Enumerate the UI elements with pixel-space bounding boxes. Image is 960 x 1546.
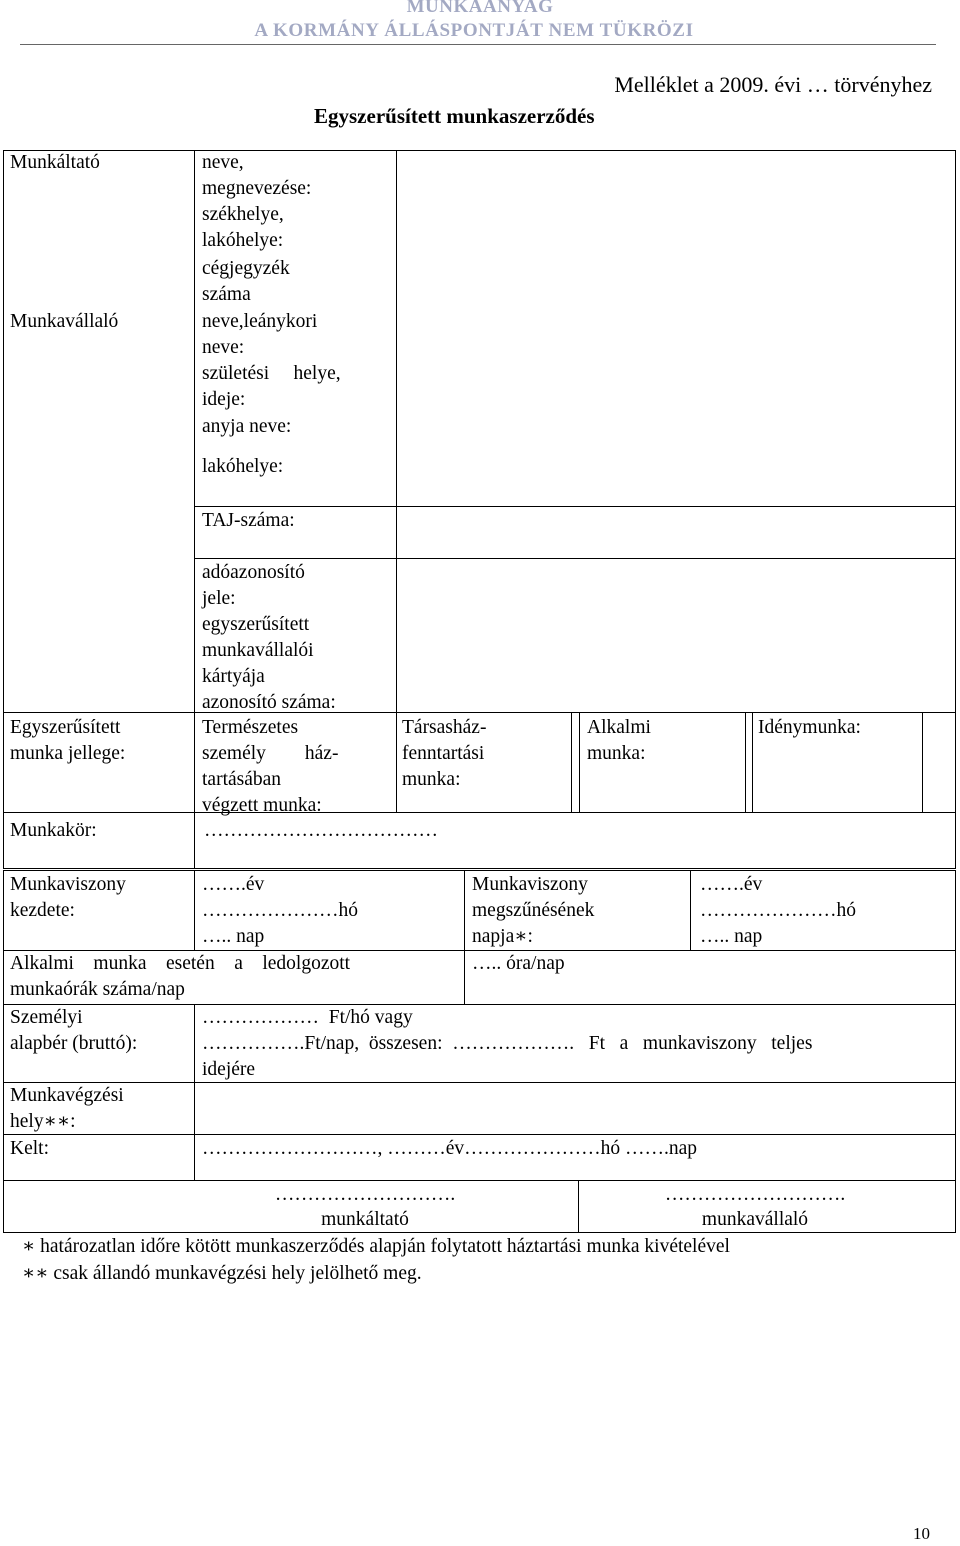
work-type-household: Természetes	[202, 717, 299, 738]
start-month: …………………hó	[202, 900, 358, 921]
start-day: ….. nap	[202, 926, 265, 947]
col-divider-casual	[579, 712, 580, 812]
employee-residence-label: lakóhelye:	[202, 456, 284, 477]
employer-signature-line: ……………………….	[274, 1184, 456, 1205]
page-number: 10	[913, 1524, 930, 1543]
employer-registry-label-2: száma	[202, 284, 251, 305]
employee-birth-label-2: ideje:	[202, 389, 246, 410]
row-divider-taj	[194, 506, 956, 507]
employee-taj-label: TAJ-száma:	[202, 510, 295, 531]
employee-signature-label: munkavállaló	[701, 1209, 809, 1230]
col-divider-casual-right	[745, 712, 746, 812]
work-type-household-2: személy ház-	[202, 743, 339, 764]
work-type-label: Egyszerűsített	[10, 717, 121, 738]
document-title: Egyszerűsített munkaszerződés	[314, 104, 595, 128]
employer-seat-label-2: lakóhelye:	[202, 230, 284, 251]
dated-value: ………………………, ………év…………………hó …….nap	[202, 1138, 698, 1159]
row-divider-job	[3, 812, 956, 813]
terms-border-right	[955, 870, 956, 1232]
col-divider-seasonal	[752, 712, 753, 812]
table-border-bottom	[3, 868, 956, 869]
terms-col-end	[464, 870, 465, 1004]
terms-divider-dated	[3, 1134, 956, 1135]
hours-label: Alkalmi munka esetén a ledolgozott	[10, 953, 351, 974]
col-divider-value	[396, 150, 397, 812]
end-year: …….év	[700, 874, 763, 895]
hours-label-2: munkaórák száma/nap	[10, 979, 185, 1000]
table-border-left	[3, 150, 4, 868]
start-label: Munkaviszony	[10, 874, 126, 895]
row-divider-work-type	[3, 712, 956, 713]
header-divider	[20, 44, 936, 45]
employee-mother-label: anyja neve:	[202, 416, 292, 437]
place-label-2: hely∗∗:	[10, 1111, 76, 1132]
work-type-household-3: tartásában	[202, 769, 282, 790]
employee-card-label-2: munkavállalói	[202, 640, 314, 661]
employee-name-label: neve,leánykori	[202, 311, 318, 332]
terms-col-start	[194, 870, 195, 950]
watermark-header-line2: A KORMÁNY ÁLLÁSPONTJÁT NEM TÜKRÖZI	[254, 20, 694, 41]
work-type-condo-2: fenntartási	[402, 743, 485, 764]
wage-line-1: ……………… Ft/hó vagy	[202, 1007, 413, 1028]
row-divider-tax	[194, 558, 956, 559]
terms-divider-place	[3, 1082, 956, 1083]
employee-card-label-3: kártyája	[202, 666, 265, 687]
terms-divider-wage	[3, 1004, 956, 1005]
place-label: Munkavégzési	[10, 1085, 124, 1106]
work-type-seasonal: Idénymunka:	[758, 717, 861, 738]
hours-value: ….. óra/nap	[472, 953, 565, 974]
employer-registry-label: cégjegyzék	[202, 258, 290, 279]
watermark-header-line1: MUNKAANYAG	[406, 0, 554, 17]
wage-label: Személyi	[10, 1007, 83, 1028]
employee-birth-label: születési helye,	[202, 363, 341, 384]
terms-border-left	[3, 870, 4, 1232]
end-label-2: megszűnésének	[472, 900, 595, 921]
dated-label: Kelt:	[10, 1138, 49, 1159]
employer-signature-label: munkáltató	[321, 1209, 409, 1230]
work-type-label-2: munka jellege:	[10, 743, 126, 764]
end-day: ….. nap	[700, 926, 763, 947]
employer-name-label-2: megnevezése:	[202, 178, 312, 199]
employer-seat-label: székhelye,	[202, 204, 284, 225]
job-label: Munkakör:	[10, 820, 97, 841]
employee-tax-label-2: jele:	[202, 588, 236, 609]
end-label-3: napja∗:	[472, 926, 533, 947]
work-type-casual: Alkalmi	[587, 717, 651, 738]
work-type-condo: Társasház-	[402, 717, 487, 738]
footnote-2: ∗∗ csak állandó munkavégzési hely jelölhető meg.	[22, 1263, 422, 1284]
employer-name-label: neve,	[202, 152, 244, 173]
col-divider-condo	[571, 712, 572, 812]
col-divider-seasonal-right	[922, 712, 923, 812]
col-divider-label	[194, 150, 195, 868]
wage-line-2: …………….Ft/nap, összesen: ………………. Ft a munkaviszony teljes	[202, 1033, 813, 1054]
employee-label: Munkavállaló	[10, 311, 119, 332]
table-border-right	[955, 150, 956, 868]
table-border-top	[3, 150, 956, 151]
work-type-household-4: végzett munka:	[202, 795, 322, 816]
employee-card-label: egyszerűsített	[202, 614, 310, 635]
terms-col-label	[194, 1004, 195, 1180]
start-year: …….év	[202, 874, 265, 895]
start-label-2: kezdete:	[10, 900, 75, 921]
employee-signature-line: ……………………….	[664, 1184, 846, 1205]
job-value: ………………………………	[204, 820, 438, 841]
terms-col-end-value	[690, 870, 691, 950]
employer-label: Munkáltató	[10, 152, 100, 173]
work-type-condo-3: munka:	[402, 769, 461, 790]
end-label: Munkaviszony	[472, 874, 588, 895]
employee-name-label-2: neve:	[202, 337, 245, 358]
terms-divider-signatures	[3, 1180, 956, 1181]
employee-tax-label: adóazonosító	[202, 562, 305, 583]
end-month: …………………hó	[700, 900, 856, 921]
wage-label-2: alapbér (bruttó):	[10, 1033, 138, 1054]
employee-card-label-4: azonosító száma:	[202, 692, 336, 713]
wage-line-3: idejére	[202, 1059, 256, 1080]
terms-border-top	[3, 870, 956, 871]
footnote-1: ∗ határozatlan időre kötött munkaszerződés alapján folytatott háztartási munka kivételével	[22, 1236, 730, 1257]
annex-reference: Melléklet a 2009. évi … törvényhez	[614, 72, 932, 97]
terms-col-signature	[578, 1180, 579, 1232]
work-type-casual-2: munka:	[587, 743, 646, 764]
